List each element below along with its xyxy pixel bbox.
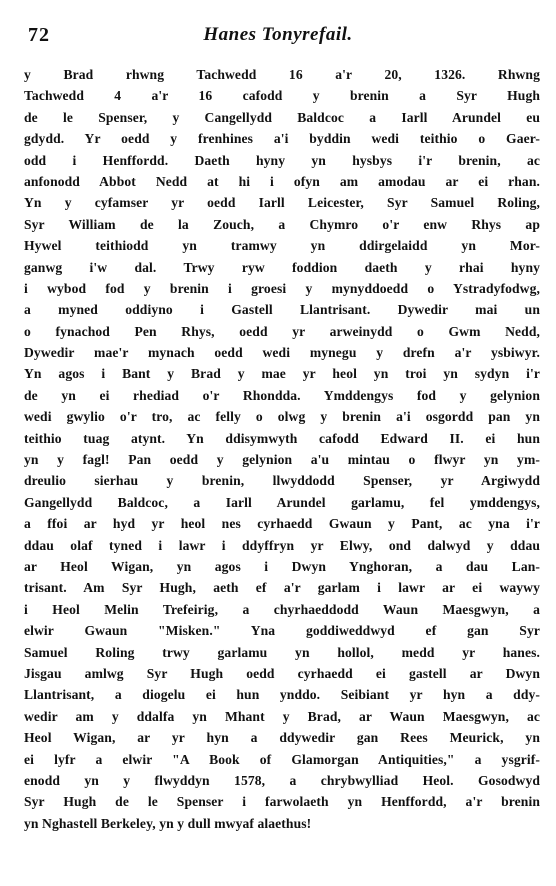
text-line: gdydd. Yr oedd y frenhines a'i byddin wedi teithio o Gaer- xyxy=(24,131,540,147)
text-line: elwir Gwaun "Misken." Yna goddiweddwyd ef gan Syr xyxy=(24,623,540,639)
text-line: Samuel Roling trwy garlamu yn hollol, medd yr hanes. xyxy=(24,644,540,660)
text-line: de yn ei rhediad o'r Rhondda. Ymddengys fod y gelynion xyxy=(24,387,540,403)
text-line: odd i Henffordd. Daeth hyny yn hysbys i'r brenin, ac xyxy=(24,152,540,168)
text-line: Llantrisant, a diogelu ei hun ynddo. Seibiant yr hyn a ddy- xyxy=(24,687,540,703)
running-title: Hanes Tonyrefail. xyxy=(203,24,353,45)
text-line: dreulio sierhau y brenin, llwyddodd Spenser, yr Argiwydd xyxy=(24,473,540,489)
text-line: anfonodd Abbot Nedd at hi i ofyn am amodau ar ei rhan. xyxy=(24,173,540,189)
text-line: i wybod fod y brenin i groesi y mynyddoedd o Ystradyfodwg, xyxy=(24,280,540,296)
text-line: o fynachod Pen Rhys, oedd yr arweinydd o Gwm Nedd, xyxy=(24,323,540,339)
page-number: 72 xyxy=(28,24,50,46)
text-line: Dywedir mae'r mynach oedd wedi mynegu y drefn a'r ysbiwyr. xyxy=(24,345,540,361)
text-line: enodd yn y flwyddyn 1578, a chrybwylliad Heol. Gosodwyd xyxy=(24,772,540,788)
body-text xyxy=(24,64,540,834)
text-line: ganwg i'w dal. Trwy ryw foddion daeth y rhai hyny xyxy=(24,259,540,275)
text-line: yn y fagl! Pan oedd y gelynion a'u mintau o flwyr yn ym- xyxy=(24,452,540,468)
text-line: y Brad rhwng Tachwedd 16 a'r 20, 1326. Rhwng xyxy=(24,67,540,82)
text-line: de le Spenser, y Cangellydd Baldcoc a Iarll Arundel eu xyxy=(24,109,540,125)
text-line: Gangellydd Baldcoc, a Iarll Arundel garlamu, fel ymddengys, xyxy=(24,494,540,510)
text-line: trisant. Am Syr Hugh, aeth ef a'r garlam i lawr ar ei waywy xyxy=(24,580,540,596)
text-line: teithio tuag atynt. Yn ddisymwyth cafodd Edward II. ei hun xyxy=(24,430,540,446)
text-line: ar Heol Wigan, yn agos i Dwyn Ynghoran, a dau Lan- xyxy=(24,558,540,574)
text-line: Yn agos i Bant y Brad y mae yr heol yn troi yn sydyn i'r xyxy=(24,366,540,382)
running-head xyxy=(22,20,534,50)
text-line: a myned oddiyno i Gastell Llantrisant. Dywedir mai un xyxy=(24,302,540,318)
text-line: Yn y cyfamser yr oedd Iarll Leicester, Syr Samuel Roling, xyxy=(24,195,540,211)
text-line: Syr William de la Zouch, a Chymro o'r enw Rhys ap xyxy=(24,216,540,232)
text-line: Syr Hugh de le Spenser i farwolaeth yn Henffordd, a'r brenin xyxy=(24,794,540,810)
text-line: Heol Wigan, ar yr hyn a ddywedir gan Rees Meurick, yn xyxy=(24,730,540,746)
text-line: Tachwedd 4 a'r 16 cafodd y brenin a Syr Hugh xyxy=(24,88,540,104)
text-line: wedi gwylio o'r tro, ac felly o olwg y brenin a'i osgordd pan yn xyxy=(24,409,540,425)
text-line: Jisgau amlwg Syr Hugh oedd cyrhaedd ei gastell ar Dwyn xyxy=(24,665,540,681)
text-line: wedir am y ddalfa yn Mhant y Brad, ar Waun Maesgwyn, ac xyxy=(24,708,540,724)
text-line: Hywel teithiodd yn tramwy yn ddirgelaidd yn Mor- xyxy=(24,238,540,254)
text-line: i Heol Melin Trefeirig, a chyrhaeddodd Waun Maesgwyn, a xyxy=(24,601,540,617)
text-line: a ffoi ar hyd yr heol nes cyrhaedd Gwaun y Pant, ac yna i'r xyxy=(24,516,540,532)
text-line: yn Nghastell Berkeley, yn y dull mwyaf alaethus! xyxy=(24,815,312,831)
text-line: ei lyfr a elwir "A Book of Glamorgan Antiquities," a ysgrif- xyxy=(24,751,540,767)
text-line: ddau olaf tyned i lawr i ddyffryn yr Elwy, ond dalwyd y ddau xyxy=(24,537,540,553)
